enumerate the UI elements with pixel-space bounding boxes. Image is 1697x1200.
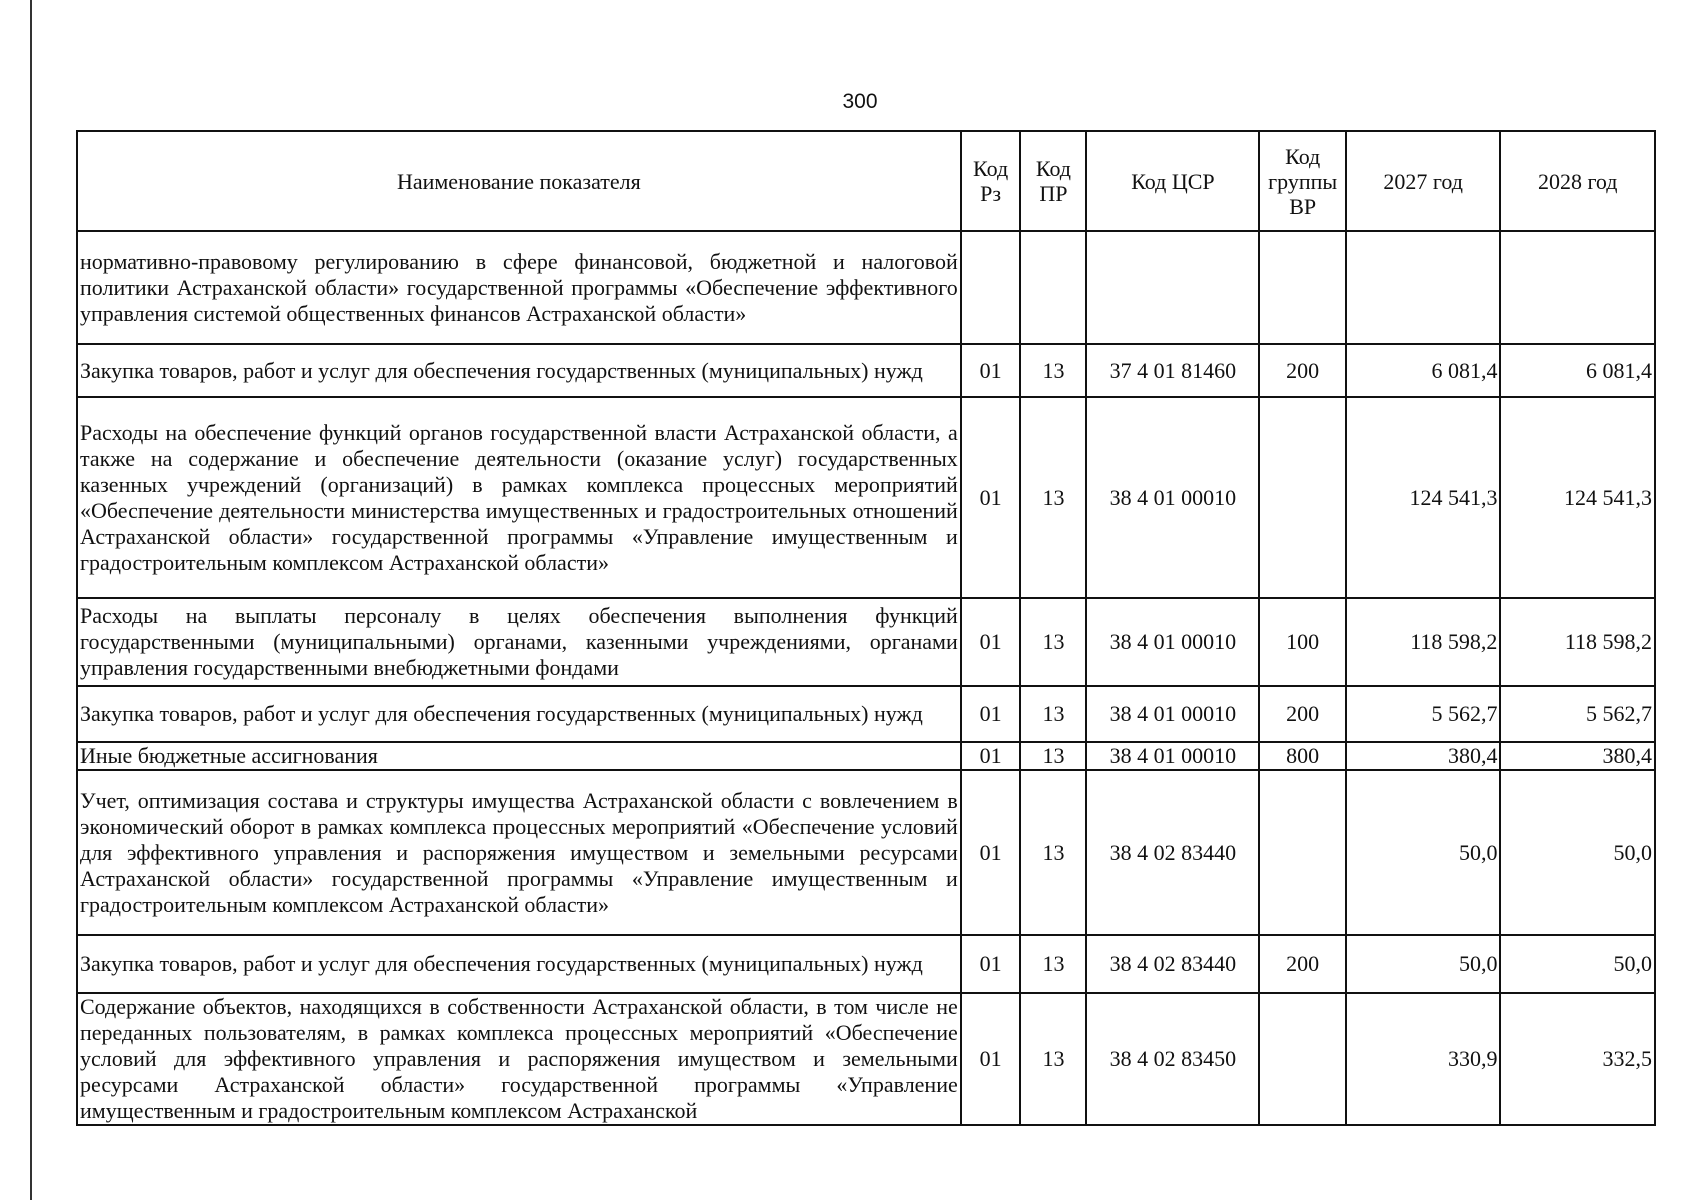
cell-2027: 50,0 bbox=[1346, 935, 1501, 993]
cell-pr: 13 bbox=[1020, 935, 1086, 993]
cell-rz: 01 bbox=[961, 742, 1021, 770]
cell-vr: 800 bbox=[1259, 742, 1346, 770]
cell-name: Закупка товаров, работ и услуг для обеспечения государственных (муниципальных) нужд bbox=[77, 344, 961, 397]
cell-2028: 118 598,2 bbox=[1500, 598, 1655, 686]
cell-rz: 01 bbox=[961, 344, 1021, 397]
cell-csr: 38 4 02 83450 bbox=[1086, 993, 1259, 1125]
cell-2028: 332,5 bbox=[1500, 993, 1655, 1125]
cell-vr: 200 bbox=[1259, 344, 1346, 397]
cell-pr bbox=[1020, 231, 1086, 344]
cell-name: Учет, оптимизация состава и структуры имущества Астраханской области с вовлечением в экономический оборот в рамках комплекса процессных мероприятий «Обеспечение условий для эффективного управления и распоряжения имуществом и земельными ресурсами Астраханской области» государственной программы «Управление имущественным и градостроительным комплексом Астраханской области» bbox=[77, 770, 961, 935]
cell-2027: 330,9 bbox=[1346, 993, 1501, 1125]
cell-pr: 13 bbox=[1020, 742, 1086, 770]
header-csr: Код ЦСР bbox=[1086, 131, 1259, 231]
header-vr: Код группы ВР bbox=[1259, 131, 1346, 231]
table-row bbox=[77, 598, 1655, 686]
cell-pr: 13 bbox=[1020, 686, 1086, 742]
cell-2028: 6 081,4 bbox=[1500, 344, 1655, 397]
cell-csr: 38 4 01 00010 bbox=[1086, 742, 1259, 770]
table-row bbox=[77, 397, 1655, 598]
cell-rz: 01 bbox=[961, 686, 1021, 742]
cell-vr bbox=[1259, 993, 1346, 1125]
cell-csr: 38 4 02 83440 bbox=[1086, 935, 1259, 993]
cell-vr: 100 bbox=[1259, 598, 1346, 686]
cell-2028: 380,4 bbox=[1500, 742, 1655, 770]
cell-2028 bbox=[1500, 231, 1655, 344]
cell-rz: 01 bbox=[961, 993, 1021, 1125]
cell-vr bbox=[1259, 231, 1346, 344]
cell-pr: 13 bbox=[1020, 397, 1086, 598]
page-edge-line bbox=[30, 0, 32, 1200]
cell-name: Содержание объектов, находящихся в собственности Астраханской области, в том числе не переданных пользователям, в рамках комплекса процессных мероприятий «Обеспечение условий для эффективного управления и распоряжения имуществом и земельными ресурсами Астраханской области» государственной программы «Управление имущественным и градостроительным комплексом Астраханской bbox=[77, 993, 961, 1125]
cell-2028: 50,0 bbox=[1500, 770, 1655, 935]
table-row bbox=[77, 344, 1655, 397]
cell-2027 bbox=[1346, 231, 1501, 344]
table-row bbox=[77, 993, 1655, 1125]
cell-csr bbox=[1086, 231, 1259, 344]
cell-csr: 38 4 01 00010 bbox=[1086, 598, 1259, 686]
cell-2027: 50,0 bbox=[1346, 770, 1501, 935]
cell-name: Закупка товаров, работ и услуг для обеспечения государственных (муниципальных) нужд bbox=[77, 935, 961, 993]
cell-name: Иные бюджетные ассигнования bbox=[77, 742, 961, 770]
cell-vr bbox=[1259, 770, 1346, 935]
cell-name: Закупка товаров, работ и услуг для обеспечения государственных (муниципальных) нужд bbox=[77, 686, 961, 742]
cell-rz bbox=[961, 231, 1021, 344]
cell-vr: 200 bbox=[1259, 935, 1346, 993]
table-row bbox=[77, 742, 1655, 770]
cell-pr: 13 bbox=[1020, 344, 1086, 397]
cell-rz: 01 bbox=[961, 770, 1021, 935]
cell-vr: 200 bbox=[1259, 686, 1346, 742]
cell-name: Расходы на обеспечение функций органов государственной власти Астраханской области, а также на содержание и обеспечение деятельности (оказание услуг) государственных казенных учреждений (организаций) в рамках комплекса процессных мероприятий «Обеспечение деятельности министерства имущественных и градостроительных отношений Астраханской области» государственной программы «Управление имущественным и градостроительным комплексом Астраханской области» bbox=[77, 397, 961, 598]
cell-2027: 124 541,3 bbox=[1346, 397, 1501, 598]
header-2027: 2027 год bbox=[1346, 131, 1501, 231]
budget-table bbox=[76, 130, 1656, 1126]
cell-vr bbox=[1259, 397, 1346, 598]
cell-2027: 6 081,4 bbox=[1346, 344, 1501, 397]
cell-2028: 5 562,7 bbox=[1500, 686, 1655, 742]
table-row bbox=[77, 770, 1655, 935]
header-2028: 2028 год bbox=[1500, 131, 1655, 231]
cell-csr: 37 4 01 81460 bbox=[1086, 344, 1259, 397]
cell-2028: 50,0 bbox=[1500, 935, 1655, 993]
cell-pr: 13 bbox=[1020, 993, 1086, 1125]
cell-rz: 01 bbox=[961, 598, 1021, 686]
cell-rz: 01 bbox=[961, 935, 1021, 993]
table-header-row bbox=[77, 131, 1655, 231]
cell-csr: 38 4 01 00010 bbox=[1086, 686, 1259, 742]
cell-2027: 380,4 bbox=[1346, 742, 1501, 770]
header-name: Наименование показателя bbox=[77, 131, 961, 231]
table-row bbox=[77, 935, 1655, 993]
table-row bbox=[77, 231, 1655, 344]
cell-rz: 01 bbox=[961, 397, 1021, 598]
cell-name: нормативно-правовому регулированию в сфере финансовой, бюджетной и налоговой политики Астраханской области» государственной программы «Обеспечение эффективного управления системой общественных финансов Астраханской области» bbox=[77, 231, 961, 344]
cell-2027: 5 562,7 bbox=[1346, 686, 1501, 742]
header-pr: Код ПР bbox=[1020, 131, 1086, 231]
cell-name: Расходы на выплаты персоналу в целях обеспечения выполнения функций государственными (муниципальными) органами, казенными учреждениями, органами управления государственными внебюджетными фондами bbox=[77, 598, 961, 686]
cell-csr: 38 4 01 00010 bbox=[1086, 397, 1259, 598]
cell-2027: 118 598,2 bbox=[1346, 598, 1501, 686]
cell-2028: 124 541,3 bbox=[1500, 397, 1655, 598]
cell-pr: 13 bbox=[1020, 598, 1086, 686]
table-row bbox=[77, 686, 1655, 742]
cell-csr: 38 4 02 83440 bbox=[1086, 770, 1259, 935]
cell-pr: 13 bbox=[1020, 770, 1086, 935]
page-number: 300 bbox=[842, 90, 878, 113]
header-rz: Код Рз bbox=[961, 131, 1021, 231]
